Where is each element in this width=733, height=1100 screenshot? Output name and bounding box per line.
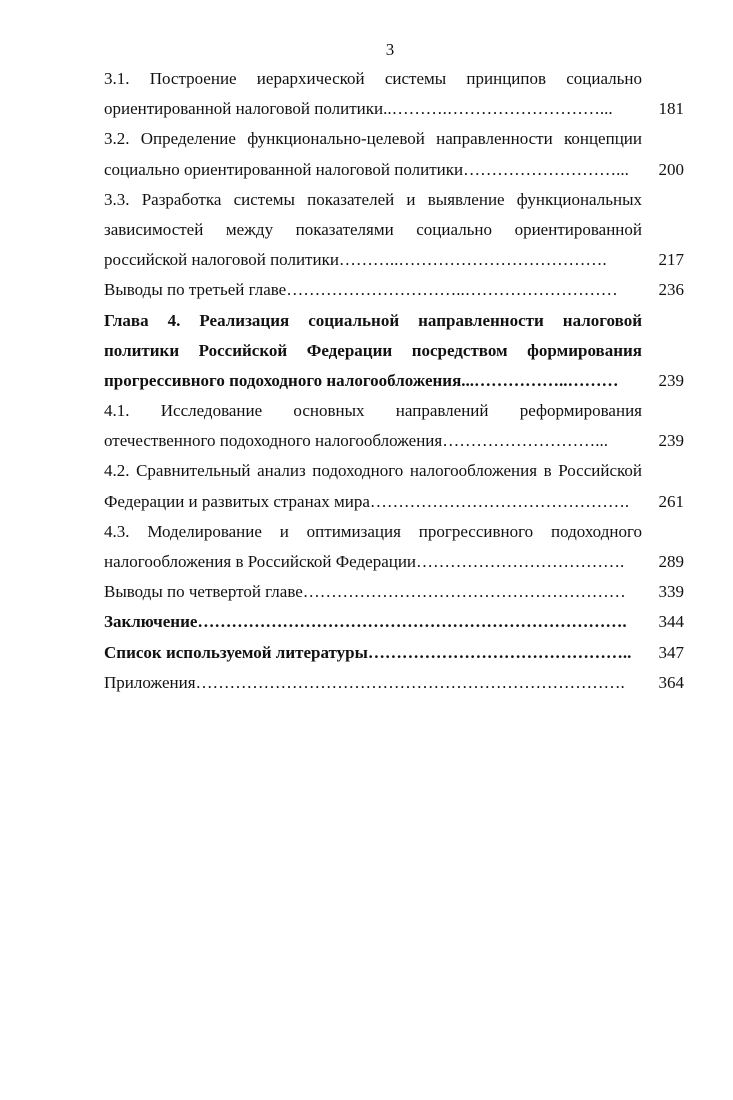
toc-entry-line: российской налоговой политики………..………………………………. — [104, 250, 607, 270]
toc-entry — [104, 275, 684, 305]
toc-entry — [104, 306, 684, 397]
toc-page-number: 347 — [658, 642, 684, 662]
toc-page-number: 239 — [658, 370, 684, 390]
toc-entry-title — [104, 396, 642, 456]
toc-entry-title — [104, 306, 642, 397]
toc-entry-title — [104, 456, 642, 516]
toc-entry-line: 4.1. Исследование основных направлений реформирования — [104, 401, 642, 421]
toc-entry — [104, 64, 684, 124]
toc-entry — [104, 517, 684, 577]
toc-page-number: 344 — [658, 612, 684, 632]
toc-entry-line: политики Российской Федерации посредством формирования — [104, 340, 642, 360]
toc-page-number: 239 — [658, 431, 684, 451]
toc-entry-line: Федерации и развитых странах мира………………………………………. — [104, 491, 630, 511]
toc-entry — [104, 456, 684, 516]
table-of-contents — [104, 64, 684, 698]
toc-entry-line: Список используемой литературы……………………………………….. — [104, 642, 632, 662]
toc-entry — [104, 607, 684, 637]
toc-entry — [104, 668, 684, 698]
toc-entry-title — [104, 185, 642, 276]
toc-entry-line: отечественного подоходного налогообложения………………………... — [104, 431, 608, 451]
page-number: 3 — [385, 40, 395, 59]
toc-entry-line: 3.3. Разработка системы показателей и выявление функциональных — [104, 189, 642, 209]
toc-entry-line: Глава 4. Реализация социальной направленности налоговой — [104, 310, 642, 330]
toc-page-number: 181 — [658, 99, 684, 119]
toc-entry — [104, 396, 684, 456]
toc-entry-line: прогрессивного подоходного налогообложения...……………..……… — [104, 370, 619, 390]
toc-entry-line: Выводы по четвертой главе………………………………………………… — [104, 582, 626, 602]
toc-entry-title — [104, 638, 642, 668]
toc-entry — [104, 124, 684, 184]
toc-entry-line: социально ориентированной налоговой политики………………………... — [104, 159, 629, 179]
toc-page-number: 261 — [658, 491, 684, 511]
toc-entry-line: 3.1. Построение иерархической системы принципов социально — [104, 69, 642, 88]
toc-page-number: 289 — [658, 552, 684, 571]
toc-page-number: 236 — [658, 280, 684, 300]
toc-entry-line: ориентированной налоговой политики..……….………………………... — [104, 99, 613, 119]
toc-page-number: 217 — [658, 250, 684, 270]
toc-entry-title — [104, 517, 642, 577]
toc-entry-line: 3.2. Определение функционально-целевой направленности концепции — [104, 129, 642, 149]
toc-page-number: 339 — [658, 582, 684, 602]
toc-entry — [104, 638, 684, 668]
toc-page-number: 364 — [658, 672, 684, 692]
toc-entry-line: зависимостей между показателями социально ориентированной — [104, 219, 642, 239]
toc-entry-line: Заключение…………………………………………………………………. — [104, 612, 627, 632]
toc-entry-line: 4.3. Моделирование и оптимизация прогрессивного подоходного — [104, 521, 642, 541]
toc-entry-title — [104, 124, 642, 184]
toc-entry — [104, 185, 684, 276]
toc-entry-title — [104, 607, 642, 637]
toc-entry-line: налогообложения в Российской Федерации………………………………. — [104, 552, 625, 572]
toc-entry-title — [104, 577, 642, 607]
toc-page-number: 200 — [658, 159, 684, 179]
toc-entry — [104, 577, 684, 607]
toc-entry-line: 4.2. Сравнительный анализ подоходного налогообложения в Российской — [104, 461, 642, 481]
toc-entry-title — [104, 668, 642, 698]
toc-entry-title — [104, 275, 642, 305]
toc-entry-title — [104, 64, 642, 124]
toc-entry-line: Приложения…………………………………………………………………. — [104, 672, 625, 692]
toc-entry-line: Выводы по третьей главе…………………………..……………………… — [104, 280, 618, 300]
